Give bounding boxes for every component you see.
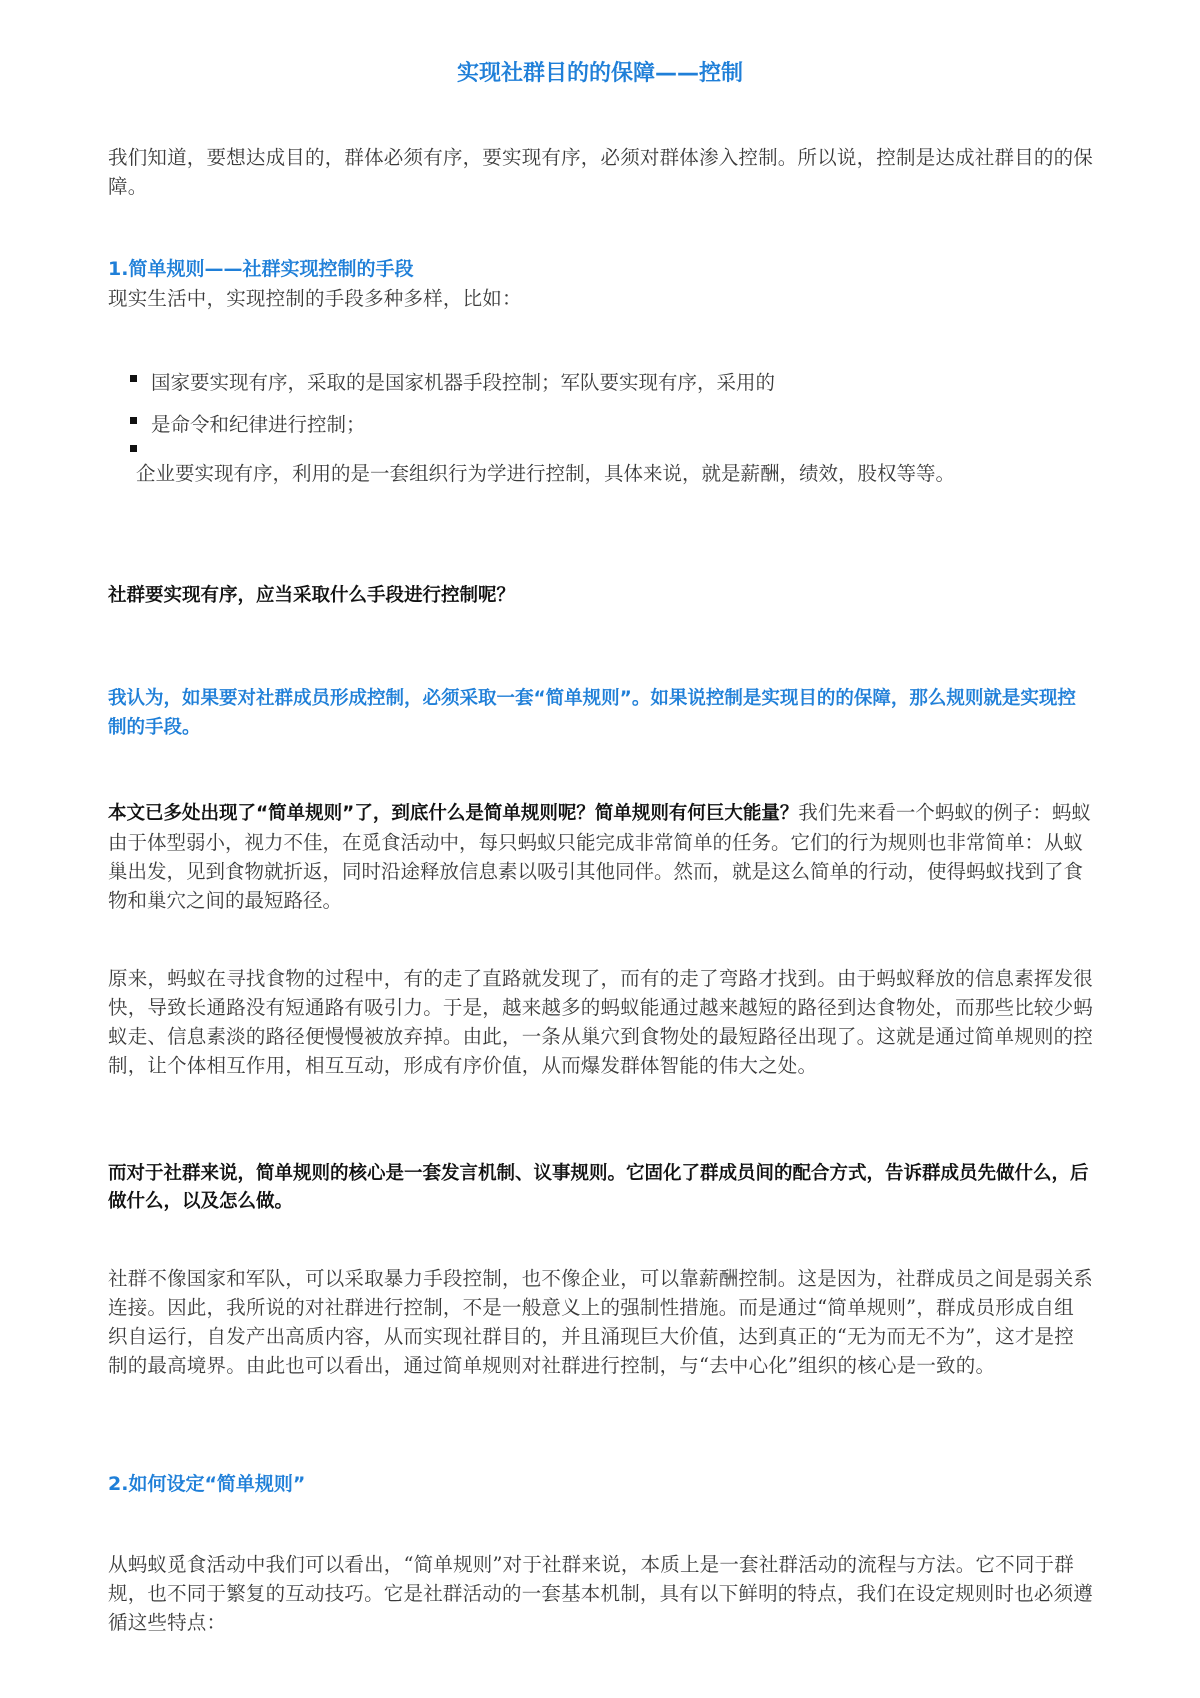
- section2-heading: 2.如何设定“简单规则”: [108, 1473, 306, 1495]
- page-title: 实现社群目的的保障——控制: [456, 61, 743, 86]
- list-item-text: 国家要实现有序，采取的是国家机器手段控制；军队要实现有序，采用的: [151, 371, 776, 394]
- list-item-text: 是命令和纪律进行控制；: [151, 413, 366, 436]
- list-item-text: 企业要实现有序，利用的是一套组织行为学进行控制，具体来说，就是薪酬，绩效，股权等等。: [136, 462, 956, 485]
- ant-example-paragraph: [108, 798, 1093, 915]
- control-means-list: [130, 368, 1090, 488]
- list-item: [130, 368, 1090, 397]
- core-rule-paragraph: 而对于社群来说，简单规则的核心是一套发言机制、议事规则。它固化了群成员间的配合方式，告诉群成员先做什么，后做什么，以及怎么做。: [108, 1163, 1089, 1212]
- bullet-icon: [130, 445, 137, 452]
- bullet-icon: [130, 375, 137, 382]
- list-item: [130, 459, 1076, 488]
- intro-paragraph: 我们知道，要想达成目的，群体必须有序，要实现有序，必须对群体渗入控制。所以说，控制是达成社群目的的保障。: [108, 146, 1094, 198]
- section1-heading: 1.简单规则——社群实现控制的手段: [108, 258, 414, 280]
- question-heading: 社群要实现有序，应当采取什么手段进行控制呢？: [108, 585, 516, 606]
- list-item: [130, 410, 1090, 439]
- bullet-icon: [130, 417, 137, 424]
- community-control-paragraph: 社群不像国家和军队，可以采取暴力手段控制，也不像企业，可以靠薪酬控制。这是因为，社群成员之间是弱关系连接。因此，我所说的对社群进行控制，不是一般意义上的强制性措施。而是通过“简单规则”，群成员形成自组织自运行，自发产出高质内容，从而实现社群目的，并且涌现巨大价值，达到真正的“无为而无不为”，这才是控制的最高境界。由此也可以看出，通过简单规则对社群进行控制，与“去中心化”组织的核心是一致的。: [108, 1267, 1094, 1377]
- section2-paragraph: 从蚂蚁觅食活动中我们可以看出，“简单规则”对于社群来说，本质上是一套社群活动的流程与方法。它不同于群规，也不同于繁复的互动技巧。它是社群活动的一套基本机制，具有以下鲜明的特点，我们在设定规则时也必须遵循这些特点：: [108, 1553, 1094, 1634]
- ant-explanation-paragraph: 原来，蚂蚁在寻找食物的过程中，有的走了直路就发现了，而有的走了弯路才找到。由于蚂蚁释放的信息素挥发很快，导致长通路没有短通路有吸引力。于是，越来越多的蚂蚁能通过越来越短的路径到达食物处，而那些比较少蚂蚁走、信息素淡的路径便慢慢被放弃掉。由此，一条从巢穴到食物处的最短路径出现了。这就是通过简单规则的控制，让个体相互作用，相互互动，形成有序价值，从而爆发群体智能的伟大之处。: [108, 967, 1094, 1077]
- list-item: [130, 443, 1090, 459]
- opinion-paragraph: 我认为，如果要对社群成员形成控制，必须采取一套“简单规则”。如果说控制是实现目的的保障，那么规则就是实现控制的手段。: [108, 688, 1076, 738]
- ant-example-text: 我们先来看一个蚂蚁的例子：蚂蚁由于体型弱小，视力不佳，在觅食活动中，每只蚂蚁只能完成非常简单的任务。它们的行为规则也非常简单：从蚁巢出发，见到食物就折返，同时沿途释放信息素以吸引其他同伴。然而，就是这么简单的行动，使得蚂蚁找到了食物和巢穴之间的最短路径。: [108, 801, 1091, 912]
- section1-lead: 现实生活中，实现控制的手段多种多样，比如：: [108, 287, 522, 310]
- ant-example-lead: 本文已多处出现了“简单规则”了，到底什么是简单规则呢？简单规则有何巨大能量？: [108, 803, 799, 824]
